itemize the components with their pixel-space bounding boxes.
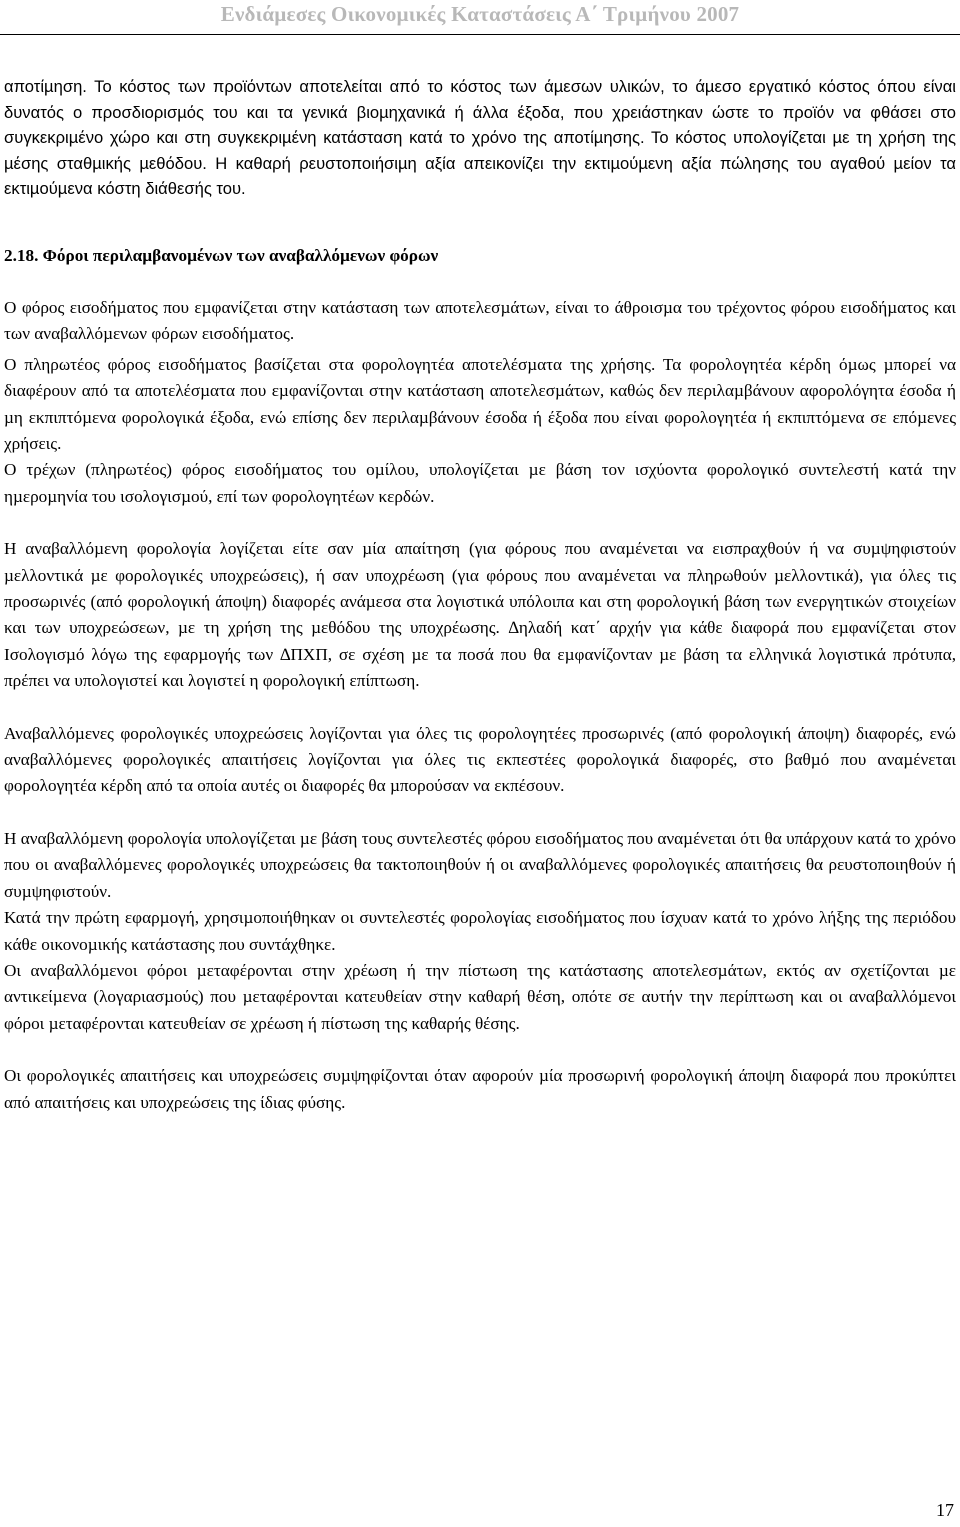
running-header: Ενδιάµεσες Οικονοµικές Καταστάσεις Α΄ Τριµήνου 2007 — [220, 2, 740, 26]
page-number: 17 — [936, 1500, 954, 1520]
spacer — [4, 202, 956, 243]
paragraph-deferred-liabilities: Αναβαλλόµενες φορολογικές υποχρεώσεις λογίζονται για όλες τις φορολογητέες προσωρινές (από φορολογική άποψη) διαφορές, ενώ αναβαλλόµενες φορολογικές απαιτήσεις λογίζονται για όλες τις εκπεστέες φορολογικά διαφορές, στο βαθµό που αναµένεται φορολογητέα κέρδη από τα οποία αυτές οι διαφορές θα µπορούσαν να εκπέσουν. — [4, 723, 956, 796]
paragraph-transfer: Οι αναβαλλόµενοι φόροι µεταφέρονται στην χρέωση ή την πίστωση της κατάστασης αποτελεσµάτων, εκτός αν σχετίζονται µε αντικείµενα (λογαριασµούς) που µεταφέρονται κατευθείαν στην καθαρή θέση, οπότε σε αυτήν την περίπτωση και οι αναβαλλόµενοι φόροι µεταφέρονται κατευθείαν σε χρέωση ή πίστωση της καθαρής θέσης. — [4, 960, 956, 1033]
paragraph-offset: Οι φορολογικές απαιτήσεις και υποχρεώσεις συµψηφίζονται όταν αφορούν µία προσωρινή φορολογική άποψη διαφορά που προκύπτει από απαιτήσεις και υποχρεώσεις της ίδιας φύσης. — [4, 1066, 956, 1112]
spacer — [4, 1037, 956, 1063]
paragraph-current-tax: Ο τρέχων (πληρωτέος) φόρος εισοδήµατος του οµίλου, υπολογίζεται µε βάση τον ισχύοντα φορολογικό συντελεστή κατά την ηµεροµηνία του ισολογισµού, επί των φορολογητέων κερδών. — [4, 460, 956, 506]
paragraph-payable-tax: Ο πληρωτέος φόρος εισοδήµατος βασίζεται στα φορολογητέα αποτελέσµατα της χρήσης. Τα φορολογητέα κέρδη όµως µπορεί να διαφέρουν από τα αποτελέσµατα που εµφανίζονται στην κατάσταση αποτελεσµάτων, καθώς δεν περιλαµβάνουν αφορολόγητα έσοδα ή µη εκπιπτόµενα φορολογικά έξοδα, ενώ επίσης δεν περιλαµβάνουν έσοδα ή έξοδα που είναι φορολογητέα ή εκπιπτόµενα σε επόµενες χρήσεις. — [4, 354, 956, 453]
intro-paragraph: αποτίµηση. Το κόστος των προϊόντων αποτελείται από το κόστος των άµεσων υλικών, το άµεσο εργατικό κόστος όπου είναι δυνατός ο προσδιορισµός του και τα γενικά βιοµηχανικά ή άλλα έξοδα, που χρειάστηκαν ώστε το προϊόν να φθάσει στο συγκεκριµένο χώρο και στη συγκεκριµένη κατάσταση κατά το χρόνο της αποτίµησης. Το κόστος υπολογίζεται µε τη χρήση της µέσης σταθµικής µεθόδου. Η καθαρή ρευστοποιήσιµη αξία απεικονίζει την εκτιµούµενη αξία πώλησης του αγαθού µείον τα εκτιµούµενα κόστη διάθεσής του. — [4, 77, 956, 199]
header-rule — [0, 34, 960, 35]
spacer — [4, 800, 956, 826]
section-heading: 2.18. Φόροι περιλαµβανοµένων των αναβαλλόµενων φόρων — [4, 245, 439, 265]
paragraph-deferred-tax: Η αναβαλλόµενη φορολογία λογίζεται είτε σαν µία απαίτηση (για φόρους που αναµένεται να εισπραχθούν ή να συµψηφιστούν µελλοντικά µε φορολογικές υποχρεώσεις), ή σαν υποχρέωση (για φόρους που αναµένεται να πληρωθούν µελλοντικά), για όλες τις προσωρινές (από φορολογική άποψη) διαφορές ανάµεσα στα λογιστικά υπόλοιπα και στη φορολογική βάση των ενεργητικών στοιχείων και των υποχρεώσεων, µε τη χρήση της µεθόδου της υποχρέωσης. ∆ηλαδή κατ΄ αρχήν για κάθε διαφορά που εµφανίζεται στον Ισολογισµό λόγω της εφαρµογής των ∆ΠΧΠ, σε σχέση µε τα ποσά που θα εµφανίζονταν µε βάση τα ελληνικά λογιστικά πρότυπα, πρέπει να υπολογιστεί και λογιστεί η φορολογική επίπτωση. — [4, 539, 956, 691]
paragraph-deferred-rates: Η αναβαλλόµενη φορολογία υπολογίζεται µε βάση τους συντελεστές φόρου εισοδήµατος που αναµένεται ότι θα υπάρχουν κατά το χρόνο που οι αναβαλλόµενες φορολογικές υποχρεώσεις θα τακτοποιηθούν ή οι αναβαλλόµενες φορολογικές απαιτήσεις θα ρευστοποιηθούν ή συµψηφιστούν. — [4, 828, 956, 901]
paragraph-income-tax: Ο φόρος εισοδήµατος που εµφανίζεται στην κατάσταση των αποτελεσµάτων, είναι το άθροισµα του τρέχοντος φόρου εισοδήµατος και των αναβαλλόµενων φόρων εισοδήµατος. — [4, 297, 956, 344]
paragraph-first-application: Κατά την πρώτη εφαρµογή, χρησιµοποιήθηκαν οι συντελεστές φορολογίας εισοδήµατος που ίσχυαν κατά το χρόνο λήξης της περιόδου κάθε οικονοµικής κατάστασης που συντάχθηκε. — [4, 908, 956, 954]
spacer — [4, 510, 956, 536]
spacer — [4, 695, 956, 721]
spacer — [4, 269, 956, 295]
page-content — [4, 74, 956, 1116]
